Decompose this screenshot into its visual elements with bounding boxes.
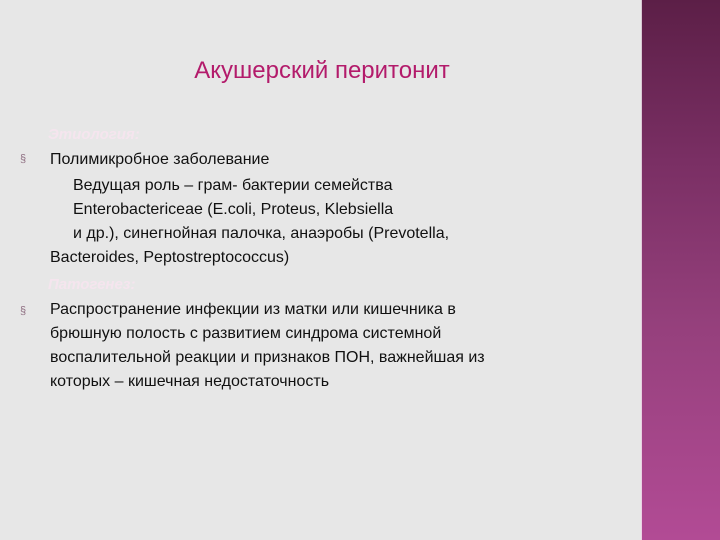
etiology-detail-line: Enterobactericeae (E.coli, Proteus, Klebsiella	[73, 201, 394, 218]
pathogenesis-text	[50, 298, 590, 394]
sidebar-divider	[641, 0, 642, 540]
bullet-icon: §	[20, 153, 27, 165]
pathogenesis-line: которых – кишечная недостаточность	[50, 373, 330, 390]
decorative-sidebar-strip	[641, 0, 720, 540]
etiology-detail-line: Bacteroides, Peptostreptococcus)	[50, 249, 290, 266]
pathogenesis-line: Распространение инфекции из матки или кишечника в	[50, 301, 456, 318]
etiology-detail-line: Ведущая роль – грам- бактерии семейства	[73, 177, 393, 194]
etiology-lead-text: Полимикробное заболевание	[50, 151, 270, 168]
etiology-label: Этиология:	[48, 126, 140, 143]
bullet-icon: §	[20, 305, 27, 317]
pathogenesis-line: воспалительной реакции и признаков ПОН, важнейшая из	[50, 349, 485, 366]
slide-title: Акушерский перитонит	[194, 57, 450, 84]
etiology-detail-text	[50, 174, 550, 270]
pathogenesis-label: Патогенез:	[48, 276, 136, 293]
etiology-detail-line: и др.), синегнойная палочка, анаэробы (Prevotella,	[73, 225, 450, 242]
pathogenesis-line: брюшную полость с развитием синдрома системной	[50, 325, 442, 342]
